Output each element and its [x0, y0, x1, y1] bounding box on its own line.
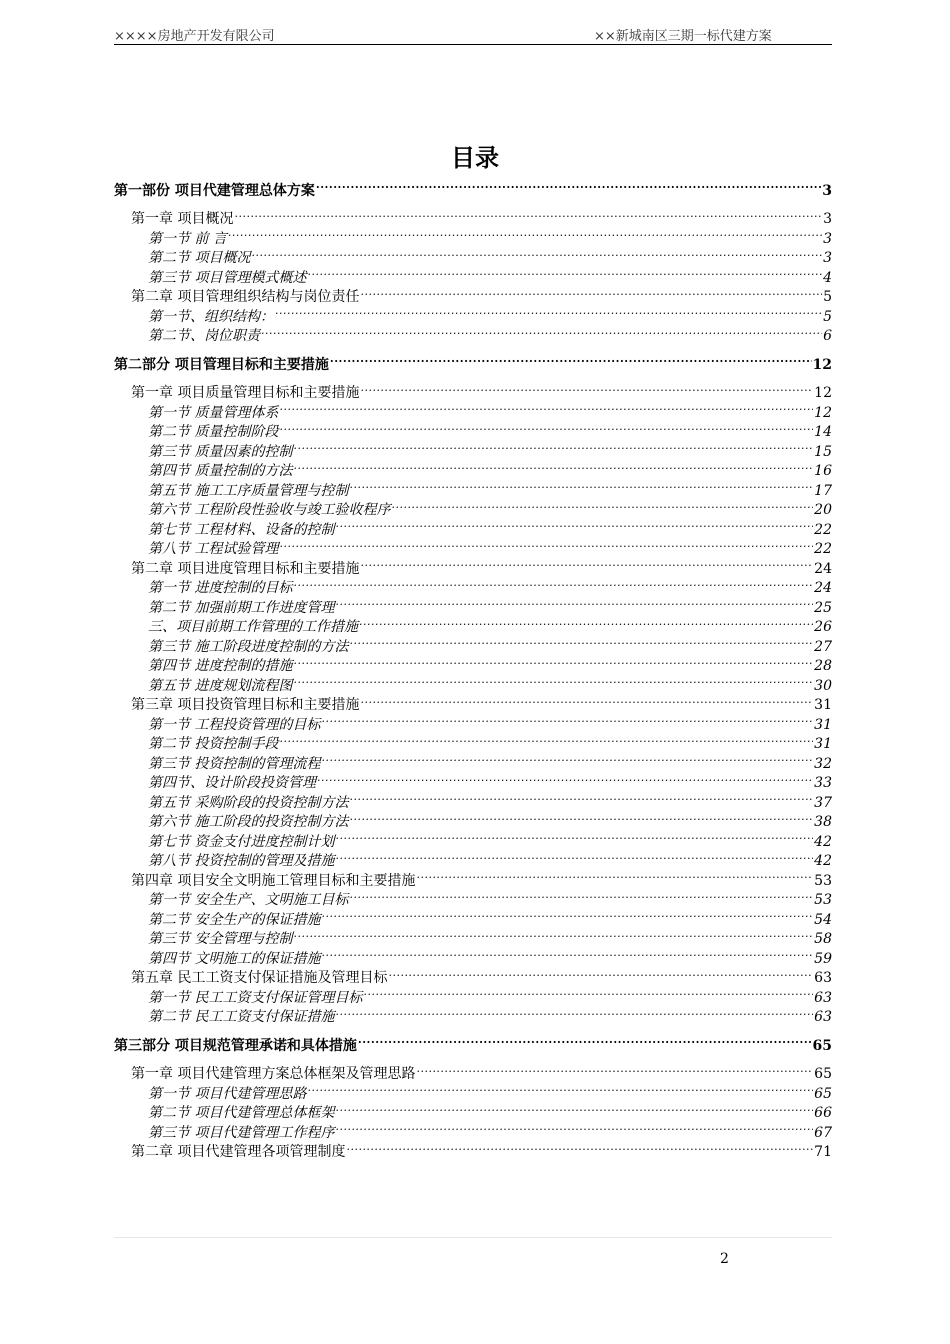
toc-leader-dots	[279, 397, 813, 417]
toc-leader-dots	[335, 1117, 813, 1137]
toc-entry-page: 54	[814, 911, 832, 928]
toc-entry-title: 第二节 加强前期工作进度管理	[148, 599, 335, 616]
toc-leader-dots	[363, 982, 813, 1002]
toc-entry-page: 15	[814, 443, 832, 460]
toc-entry-page: 16	[814, 463, 832, 479]
toc-entry-page: 67	[814, 1124, 832, 1141]
toc-entry-page: 26	[814, 619, 832, 635]
toc-entry-page: 42	[814, 833, 832, 850]
toc-entry-title: 第二节、岗位职责	[148, 328, 260, 344]
toc-entry-page: 3	[822, 182, 832, 199]
toc-leader-dots	[321, 943, 813, 963]
toc-entry-page: 32	[814, 755, 832, 772]
toc-leader-dots	[321, 748, 813, 768]
toc-entry-page: 53	[814, 872, 832, 889]
toc-entry-page: 63	[814, 989, 832, 1006]
toc-entry-title: 第一节 前 言	[148, 230, 227, 247]
toc-entry-page: 12	[814, 404, 832, 421]
toc-leader-dots	[349, 885, 813, 905]
toc-entry-title: 第五节 采购阶段的投资控制方法	[148, 794, 349, 811]
toc-entry-title: 第二章 项目进度管理目标和主要措施	[131, 560, 360, 577]
toc-entry-page: 6	[823, 328, 832, 344]
toc-entry-title: 第三节 质量因素的控制	[148, 443, 293, 460]
toc-entry-title: 第五节 进度规划流程图	[148, 677, 293, 694]
toc-entry-page: 28	[814, 658, 832, 674]
toc-entry-page: 24	[814, 580, 832, 596]
toc-leader-dots	[360, 690, 813, 710]
toc-entry-title: 第六节 施工阶段的投资控制方法	[148, 814, 349, 830]
toc-leader-dots	[234, 204, 822, 224]
toc-entry-page: 65	[812, 1037, 832, 1054]
toc-leader-dots	[293, 924, 813, 944]
toc-entry-title: 第三节 施工阶段进度控制的方法	[148, 638, 349, 655]
toc-leader-dots	[316, 175, 821, 195]
toc-entry-title: 第四节 文明施工的保证措施	[148, 950, 321, 967]
toc-entry-title: 第二节 项目概况	[148, 250, 251, 266]
toc-leader-dots	[321, 904, 813, 924]
toc-title: 目录	[451, 144, 499, 172]
toc-leader-dots	[293, 436, 813, 456]
toc-entry-page: 3	[823, 211, 832, 227]
toc-entry-title: 第一节 项目代建管理思路	[148, 1085, 307, 1102]
toc-leader-dots	[275, 301, 822, 321]
toc-entry-page: 31	[814, 736, 832, 752]
toc-leader-dots	[360, 378, 813, 398]
toc-entry-title: 第二节 项目代建管理总体框架	[148, 1105, 335, 1121]
toc-entry-page: 66	[814, 1105, 832, 1121]
toc-entry-page: 63	[814, 1009, 832, 1025]
toc-entry-page: 59	[814, 950, 832, 967]
toc-leader-dots	[349, 807, 813, 827]
toc-entry-title: 三、项目前期工作管理的工作措施	[148, 619, 358, 635]
toc-entry-page: 53	[814, 892, 832, 908]
toc-entry-title: 第七节 工程材料、设备的控制	[148, 521, 335, 538]
toc-entry-part[interactable]	[114, 175, 832, 199]
toc-entry-title: 第八节 工程试验管理	[148, 541, 279, 557]
toc-leader-dots	[359, 612, 813, 632]
toc-entry-page: 71	[814, 1144, 832, 1160]
toc-leader-dots	[416, 865, 813, 885]
toc-entry-title: 第一章 项目概况	[131, 211, 234, 227]
page-header	[114, 22, 832, 45]
toc-entry-title: 第四节 进度控制的措施	[148, 658, 293, 674]
toc-entry-page: 27	[814, 638, 832, 655]
toc-entry-page: 65	[814, 1085, 832, 1102]
toc-entry-page: 65	[814, 1066, 832, 1082]
toc-leader-dots	[335, 1098, 813, 1118]
toc-leader-dots	[360, 553, 813, 573]
toc-leader-dots	[261, 321, 822, 341]
toc-entry-title: 第三章 项目投资管理目标和主要措施	[131, 697, 360, 713]
toc-entry-part[interactable]	[114, 1030, 832, 1054]
toc-entry-title: 第七节 资金支付进度控制计划	[148, 833, 335, 850]
toc-entry-page: 12	[812, 356, 832, 373]
toc-entry-page: 20	[814, 502, 832, 518]
toc-leader-dots	[349, 475, 813, 495]
toc-entry-page: 14	[814, 424, 832, 440]
toc-entry-chapter[interactable]	[114, 1059, 832, 1082]
toc-entry-title: 第一节 安全生产、文明施工目标	[148, 892, 349, 908]
toc-entry-page: 4	[823, 269, 832, 286]
toc-leader-dots	[349, 787, 813, 807]
toc-entry-title: 第一节 民工工资支付保证管理目标	[148, 989, 363, 1006]
toc-leader-dots	[335, 1002, 813, 1022]
footer-divider	[114, 1237, 832, 1238]
toc-entry-title: 第四节、设计阶段投资管理	[148, 775, 316, 791]
toc-leader-dots	[330, 349, 812, 369]
toc-entry-title: 第四章 项目安全文明施工管理目标和主要措施	[131, 872, 416, 889]
toc-entry-title: 第二节 投资控制手段	[148, 736, 279, 752]
toc-leader-dots	[358, 1030, 812, 1050]
toc-leader-dots	[335, 826, 813, 846]
toc-entry-page: 58	[814, 931, 832, 947]
toc-entry-page: 17	[814, 482, 832, 499]
toc-entry-title: 第二节 民工工资支付保证措施	[148, 1009, 335, 1025]
toc-entry-title: 第三部分 项目规范管理承诺和具体措施	[114, 1037, 357, 1054]
toc-entry-page: 33	[814, 775, 832, 791]
toc-entry-page: 37	[814, 794, 832, 811]
toc-leader-dots	[346, 1137, 813, 1157]
toc-entry-page: 31	[814, 716, 832, 733]
toc-entry-page: 63	[814, 970, 832, 986]
toc-entry-title: 第一节、组织结构：	[148, 308, 274, 325]
toc-leader-dots	[293, 670, 813, 690]
toc-leader-dots	[279, 534, 813, 554]
toc-entry-title: 第三节 项目代建管理工作程序	[148, 1124, 335, 1141]
toc-entry-title: 第一章 项目质量管理目标和主要措施	[131, 385, 360, 401]
header-project: ××新城南区三期一标代建方案	[594, 29, 772, 44]
toc-entry-title: 第二节 质量控制阶段	[148, 424, 279, 440]
toc-entry-page: 5	[823, 289, 832, 305]
toc-leader-dots	[228, 223, 822, 243]
toc-entry-title: 第二章 项目代建管理各项管理制度	[131, 1144, 346, 1160]
toc-leader-dots	[349, 631, 813, 651]
toc-entry-title: 第五章 民工工资支付保证措施及管理目标	[131, 970, 388, 986]
toc-leader-dots	[307, 262, 822, 282]
toc-entry-page: 3	[823, 250, 832, 266]
toc-entry-page: 24	[814, 560, 832, 577]
toc-entry-title: 第八节 投资控制的管理及措施	[148, 853, 335, 869]
toc-leader-dots	[391, 495, 813, 515]
toc-leader-dots	[293, 456, 813, 476]
toc-entry-title: 第二节 安全生产的保证措施	[148, 911, 321, 928]
toc-leader-dots	[416, 1059, 813, 1079]
toc-entry-page: 42	[814, 853, 832, 869]
toc-entry-title: 第二部分 项目管理目标和主要措施	[114, 356, 329, 373]
toc-leader-dots	[279, 417, 813, 437]
toc-leader-dots	[293, 651, 813, 671]
toc-entry-title: 第四节 质量控制的方法	[148, 463, 293, 479]
toc-entry-title: 第三节 项目管理模式概述	[148, 269, 307, 286]
toc-leader-dots	[388, 963, 813, 983]
toc-entry-title: 第二章 项目管理组织结构与岗位责任	[131, 289, 360, 305]
toc-entry-page: 31	[814, 697, 832, 713]
toc-leader-dots	[321, 709, 813, 729]
toc-entry-page: 12	[814, 385, 832, 401]
header-company: ××××房地产开发有限公司	[114, 29, 275, 44]
toc-entry-page: 25	[814, 599, 832, 616]
toc-entry-page: 38	[814, 814, 832, 830]
toc-entry-page: 22	[814, 521, 832, 538]
toc-entry-title: 第五节 施工工序质量管理与控制	[148, 482, 349, 499]
toc-leader-dots	[335, 846, 813, 866]
toc-entry-chapter[interactable]	[114, 204, 832, 227]
table-of-contents	[114, 175, 832, 1160]
toc-entry-title: 第六节 工程阶段性验收与竣工验收程序	[148, 502, 391, 518]
toc-leader-dots	[317, 768, 813, 788]
toc-leader-dots	[360, 282, 822, 302]
toc-leader-dots	[293, 573, 813, 593]
toc-entry-title: 第一章 项目代建管理方案总体框架及管理思路	[131, 1066, 416, 1082]
page-number: 2	[720, 1251, 729, 1267]
toc-entry-part[interactable]	[114, 349, 832, 373]
toc-entry-title: 第一部份 项目代建管理总体方案	[114, 182, 315, 199]
toc-leader-dots	[335, 592, 813, 612]
toc-leader-dots	[279, 729, 813, 749]
toc-entry-title: 第三节 投资控制的管理流程	[148, 755, 321, 772]
toc-leader-dots	[335, 514, 813, 534]
toc-leader-dots	[307, 1078, 813, 1098]
toc-entry-title: 第一节 进度控制的目标	[148, 580, 293, 596]
toc-entry-title: 第三节 安全管理与控制	[148, 931, 293, 947]
toc-entry-title: 第一节 工程投资管理的目标	[148, 716, 321, 733]
toc-entry-page: 22	[814, 541, 832, 557]
toc-entry-page: 3	[823, 230, 832, 247]
toc-entry-page: 30	[814, 677, 832, 694]
toc-entry-chapter[interactable]	[114, 378, 832, 401]
toc-entry-title: 第一节 质量管理体系	[148, 404, 279, 421]
toc-leader-dots	[251, 243, 822, 263]
toc-entry-page: 5	[823, 308, 832, 325]
